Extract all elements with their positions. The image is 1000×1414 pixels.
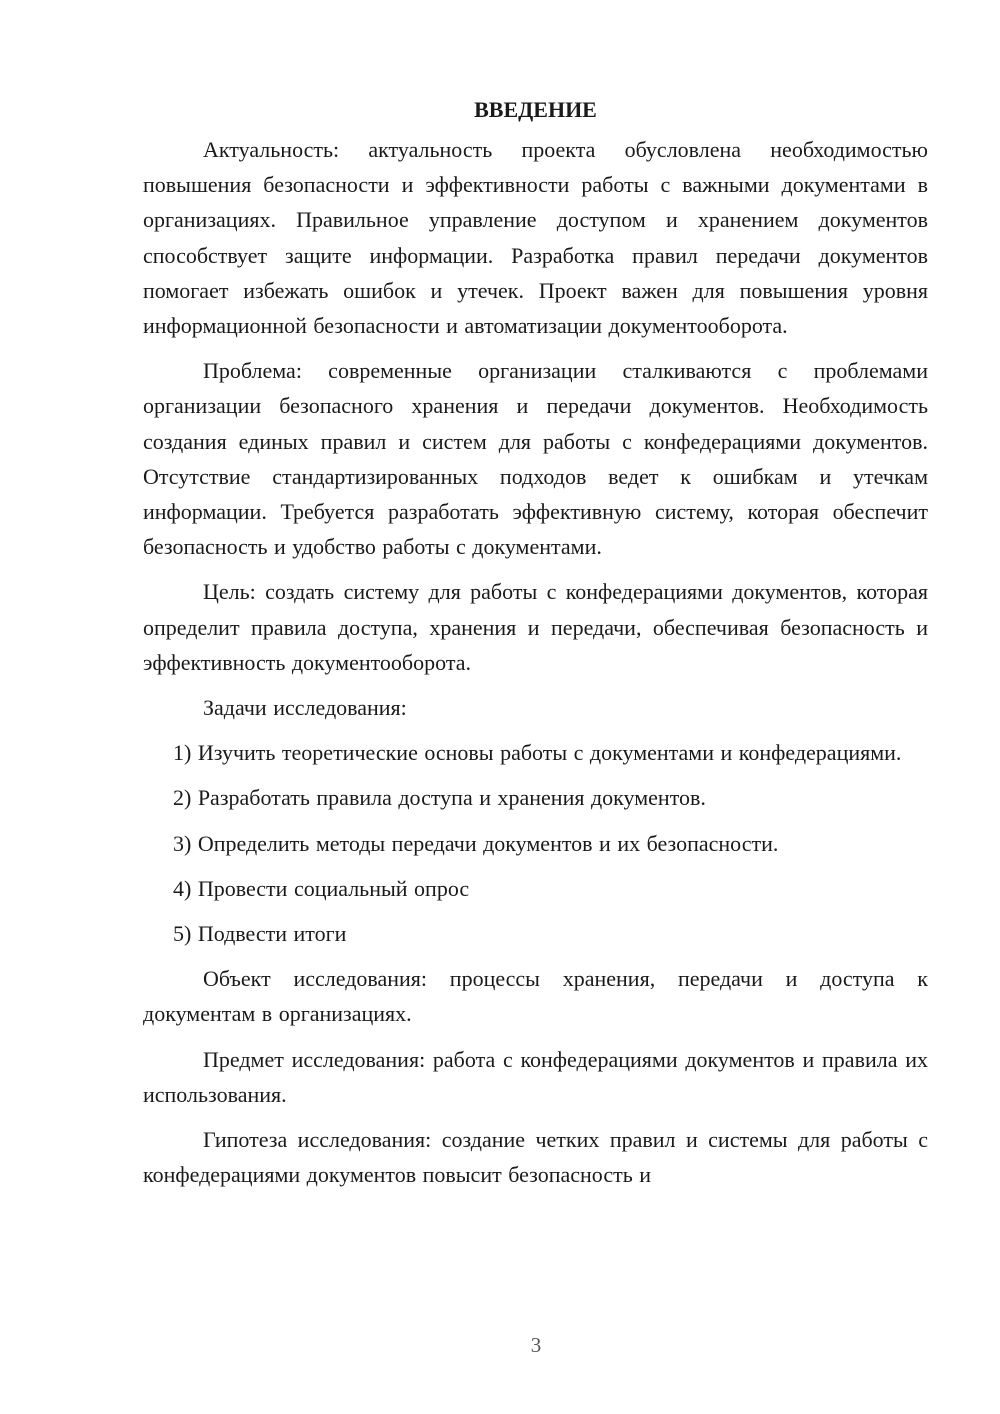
paragraph-problem: Проблема: современные организации сталкиваются с проблемами организации безопасного хранения и передачи документов. Необходимость создания единых правил и систем для работы с конфедерациями документов. Отсутствие стандартизированных подходов ведет к ошибкам и утечкам информации. Требуется разработать эффективную систему, которая обеспечит безопасность и удобство работы с документами. <box>143 358 928 560</box>
page-content <box>143 92 928 1202</box>
task-item-2: 2) Разработать правила доступа и хранения документов. <box>173 785 706 811</box>
paragraph-object: Объект исследования: процессы хранения, передачи и доступа к документам в организациях. <box>143 966 928 1027</box>
task-item-4: 4) Провести социальный опрос <box>173 875 470 901</box>
section-heading: ВВЕДЕНИЕ <box>474 97 597 122</box>
paragraph-subject: Предмет исследования: работа с конфедерациями документов и правила их использования. <box>143 1046 928 1107</box>
paragraph-hypothesis: Гипотеза исследования: создание четких правил и системы для работы с конфедерациями документов повысит безопасность и <box>143 1127 928 1188</box>
task-item-3: 3) Определить методы передачи документов и их безопасности. <box>173 830 779 856</box>
page-number: 3 <box>530 1333 542 1357</box>
paragraph-tasks-intro: Задачи исследования: <box>203 695 407 721</box>
paragraph-goal: Цель: создать систему для работы с конфедерациями документов, которая определит правила доступа, хранения и передачи, обеспечивая безопасность и эффективность документооборота. <box>143 579 928 675</box>
paragraph-relevance: Актуальность: актуальность проекта обусловлена необходимостью повышения безопасности и эффективности работы с важными документами в организациях. Правильное управление доступом и хранением документов способствует защите информации. Разработка правил передачи документов помогает избежать ошибок и утечек. Проект важен для повышения уровня информационной безопасности и автоматизации документооборота. <box>143 137 928 339</box>
task-item-5: 5) Подвести итоги <box>173 921 347 947</box>
task-item-1: 1) Изучить теоретические основы работы с документами и конфедерациями. <box>173 740 902 766</box>
